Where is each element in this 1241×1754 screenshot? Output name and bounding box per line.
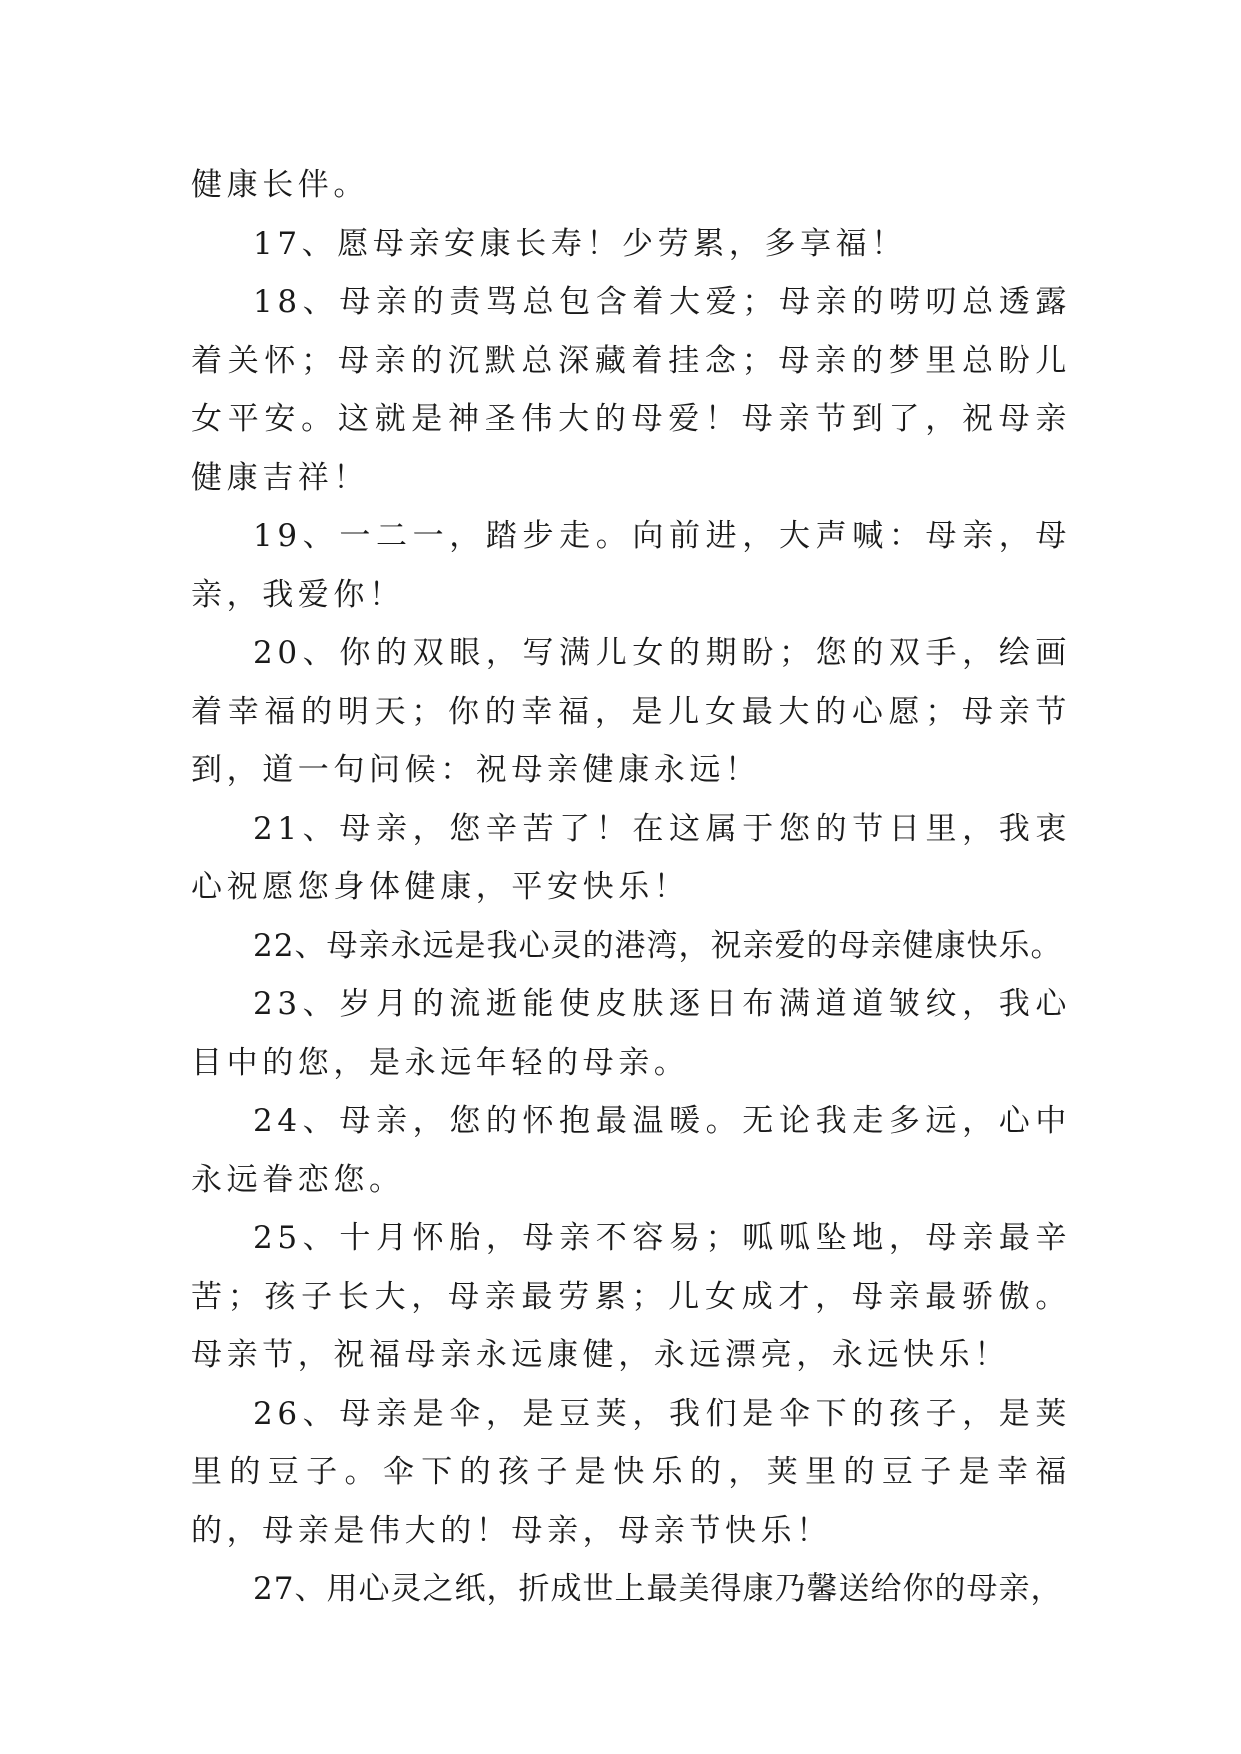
paragraph-continuation: 健康长伴。: [191, 167, 369, 203]
paragraph-19: 19、一二一，踏步走。向前进，大声喊：母亲，母亲，我爱你！: [191, 518, 1071, 613]
paragraph-27: 27、用心灵之纸，折成世上最美得康乃馨送给你的母亲，: [253, 1571, 1063, 1607]
paragraph-18: 18、母亲的责骂总包含着大爱；母亲的唠叨总透露着关怀；母亲的沉默总深藏着挂念；母亲的梦里总盼儿女平安。这就是神圣伟大的母爱！母亲节到了，祝母亲健康吉祥！: [191, 284, 1071, 496]
paragraph-21: 21、母亲，您辛苦了！在这属于您的节日里，我衷心祝愿您身体健康，平安快乐！: [191, 810, 1071, 905]
paragraph-26: 26、母亲是伞，是豆荚，我们是伞下的孩子，是荚里的豆子。伞下的孩子是快乐的，荚里的豆子是幸福的，母亲是伟大的！母亲，母亲节快乐！: [191, 1395, 1071, 1549]
paragraph-25: 25、十月怀胎，母亲不容易；呱呱坠地，母亲最辛苦；孩子长大，母亲最劳累；儿女成才，母亲最骄傲。母亲节，祝福母亲永远康健，永远漂亮，永远快乐！: [191, 1220, 1071, 1373]
paragraph-23: 23、岁月的流逝能使皮肤逐日布满道道皱纹，我心目中的您，是永远年轻的母亲。: [191, 986, 1071, 1081]
paragraph-20: 20、你的双眼，写满儿女的期盼；您的双手，绘画着幸福的明天；你的幸福，是儿女最大的心愿；母亲节到，道一句问候：祝母亲健康永远！: [191, 635, 1071, 788]
paragraph-24: 24、母亲，您的怀抱最温暖。无论我走多远，心中永远眷恋您。: [191, 1103, 1071, 1198]
paragraph-22: 22、母亲永远是我心灵的港湾，祝亲爱的母亲健康快乐。: [253, 927, 1063, 964]
document-body: [191, 156, 1071, 1619]
paragraph-17: 17、愿母亲安康长寿！少劳累，多享福！: [253, 225, 907, 262]
